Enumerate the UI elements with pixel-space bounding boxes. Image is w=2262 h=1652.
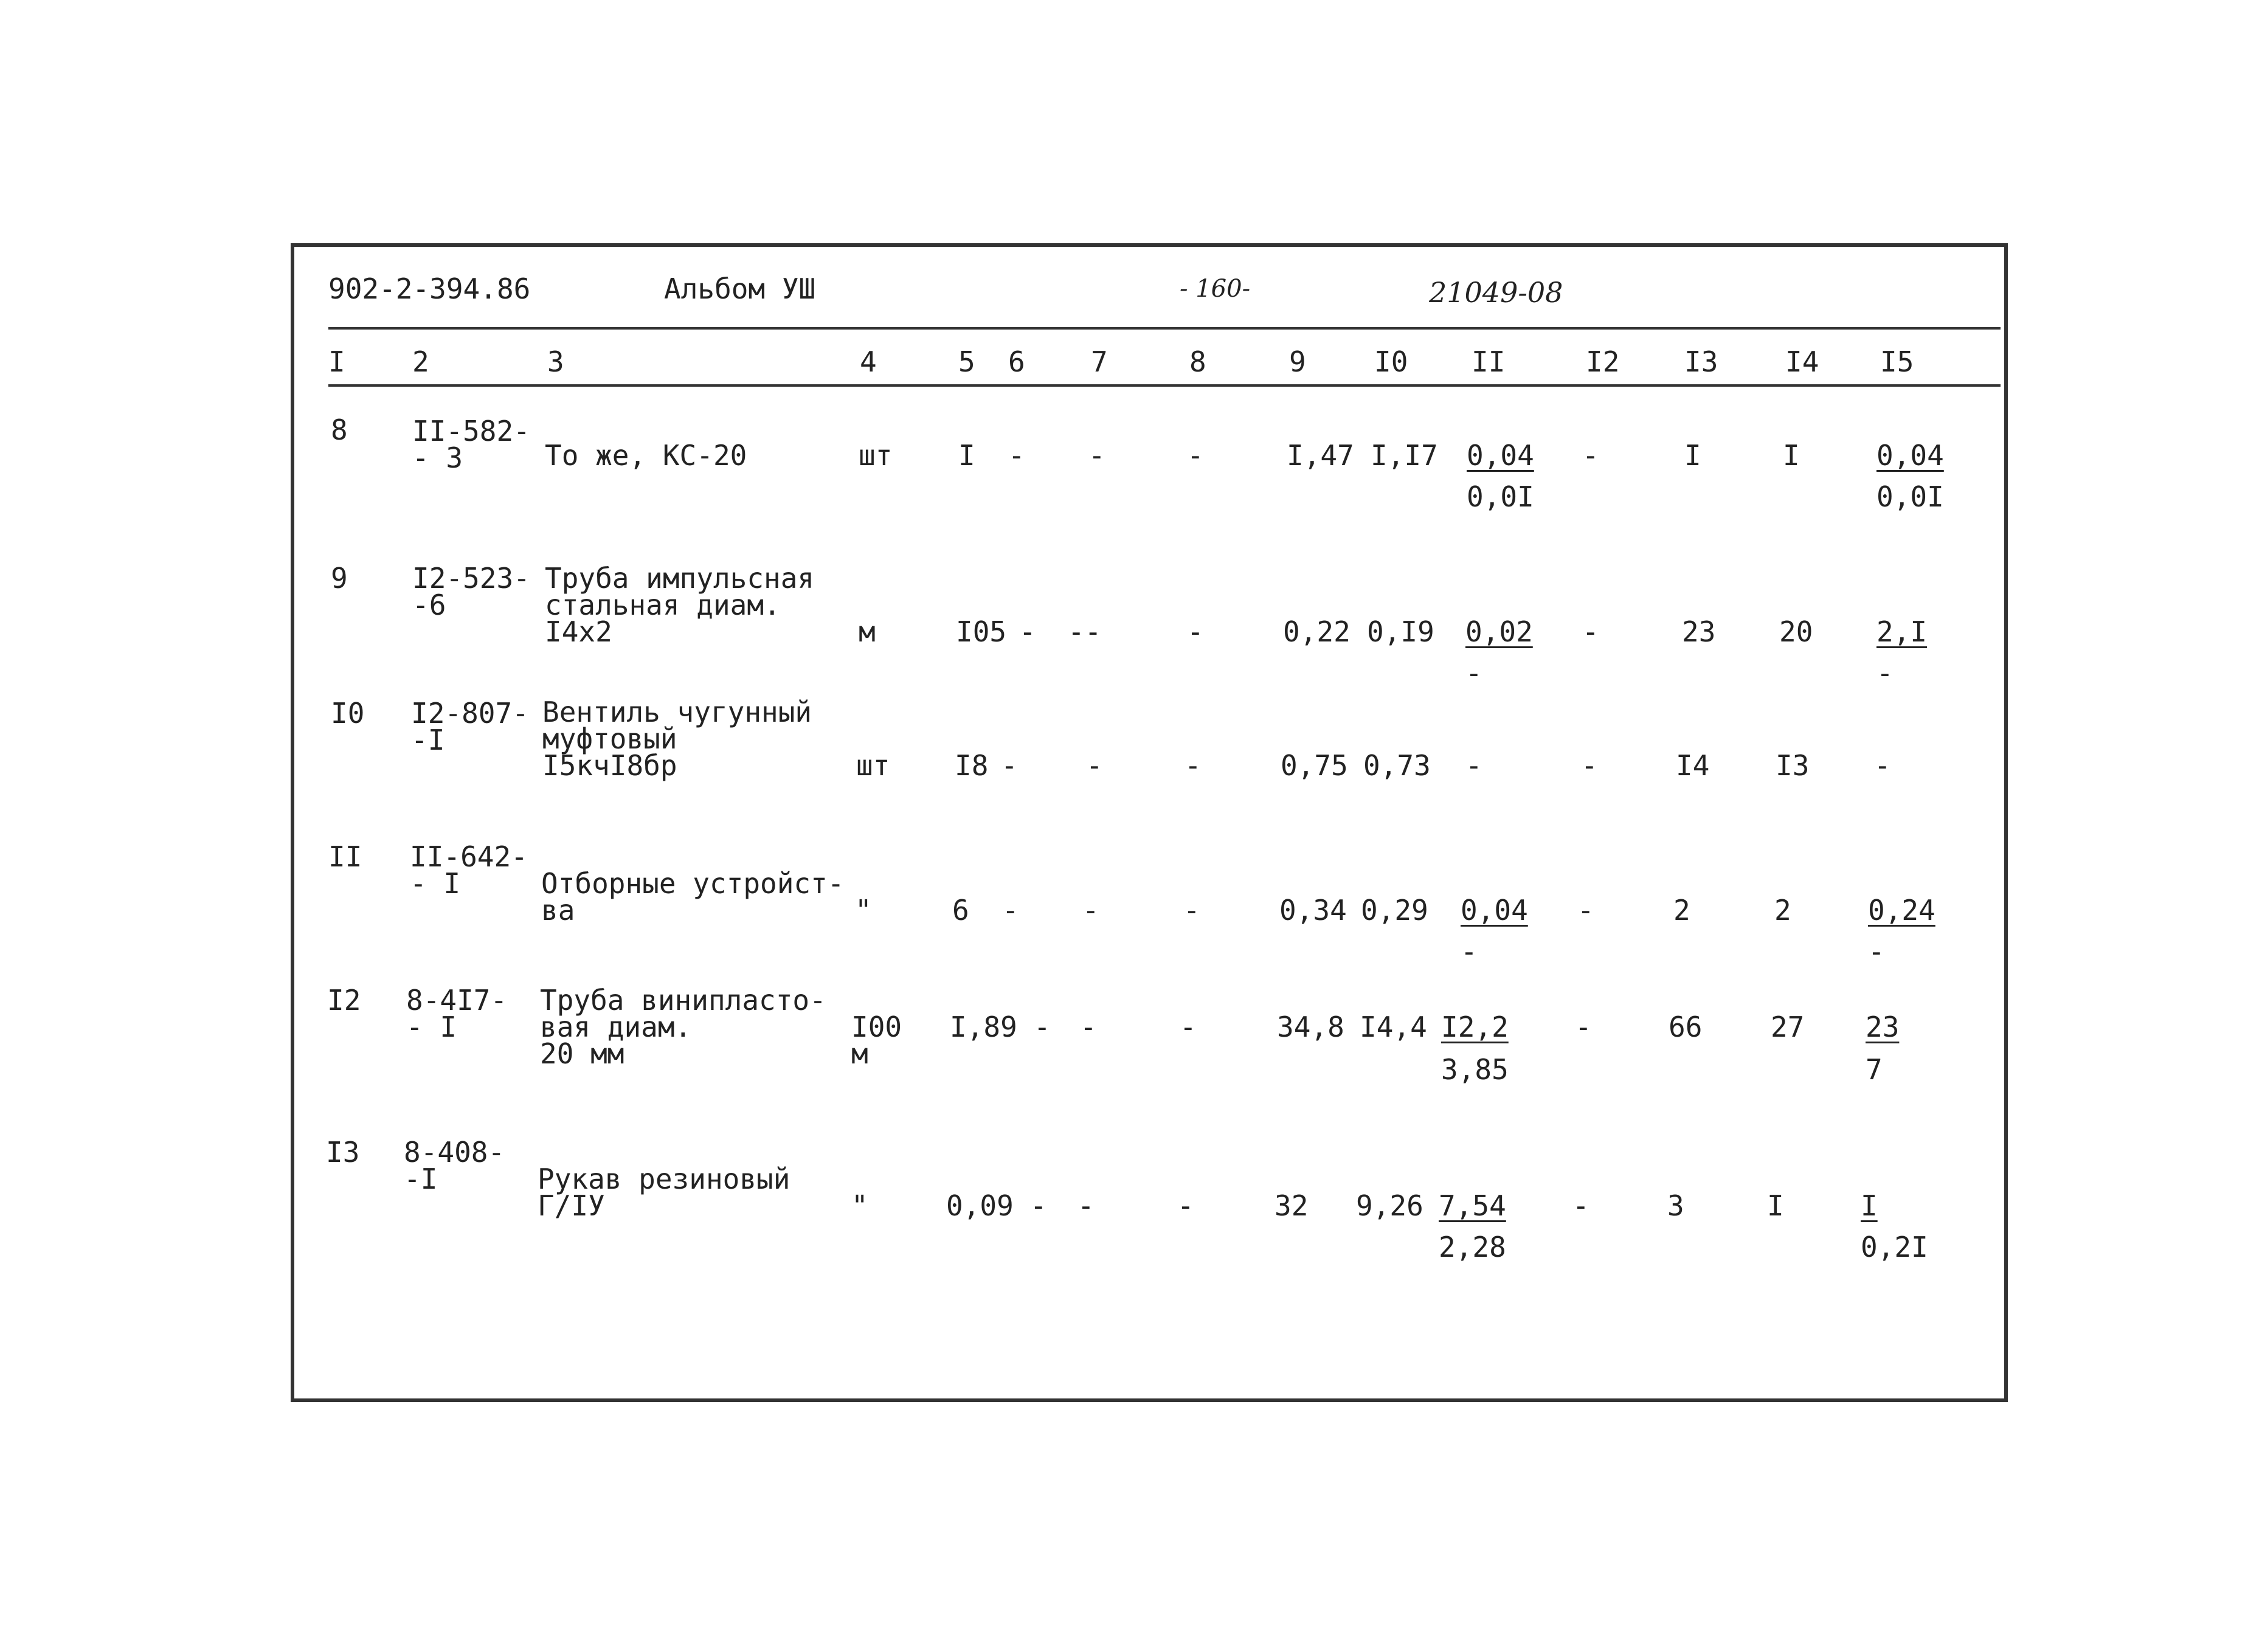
row-col14: 20 — [1779, 615, 1813, 648]
row-col13: 2 — [1673, 894, 1690, 927]
row-name-line: I5кчI8бр — [542, 749, 677, 782]
row-col10: 0,73 — [1363, 749, 1431, 782]
row-col8: - — [1187, 439, 1204, 472]
col-header-11: II — [1472, 345, 1506, 378]
col-header-12: I2 — [1586, 345, 1620, 378]
row-col15-bottom: 0,2I — [1861, 1231, 1928, 1263]
row-col15-bottom: - — [1876, 657, 1894, 689]
row-col8: - — [1180, 1011, 1197, 1043]
row-col11-bottom: - — [1465, 657, 1482, 689]
row-col9: 34,8 — [1277, 1011, 1344, 1043]
col-header-2: 2 — [412, 345, 429, 378]
row-unit: " — [855, 894, 872, 927]
page-number: - 160- — [1180, 275, 1251, 303]
row-col11-top: 0,02 — [1465, 615, 1533, 648]
row-col14: I — [1767, 1189, 1784, 1222]
row-name-line: Г/IУ — [538, 1189, 605, 1222]
row-number: I2 — [327, 984, 361, 1017]
row-unit-line2: м — [851, 1037, 868, 1070]
row-col5: I8 — [955, 749, 989, 782]
row-col13: 23 — [1682, 615, 1716, 648]
table-frame — [291, 243, 2008, 1402]
row-col6: - — [1001, 749, 1018, 782]
row-name-line: 20 мм — [540, 1037, 624, 1070]
row-name-line: ва — [541, 894, 575, 927]
row-col5: 6 — [952, 894, 969, 927]
row-col7: -- — [1068, 615, 1102, 648]
col-header-1: I — [328, 345, 345, 378]
row-col12: - — [1582, 439, 1599, 472]
row-col6: - — [1008, 439, 1025, 472]
row-col8: - — [1183, 894, 1200, 927]
row-col15-top: I — [1861, 1189, 1878, 1222]
row-col15-bottom: - — [1868, 935, 1885, 968]
row-col6: - — [1030, 1189, 1047, 1222]
row-name-line: стальная диам. — [545, 589, 781, 621]
row-code-line2: - I — [410, 867, 461, 900]
col-header-10: I0 — [1374, 345, 1408, 378]
row-col11-bottom: 3,85 — [1441, 1053, 1509, 1086]
row-col7: - — [1080, 1011, 1097, 1043]
col-header-15: I5 — [1880, 345, 1914, 378]
row-col11-top: I2,2 — [1441, 1011, 1509, 1043]
inventory-number: 21049-08 — [1429, 276, 1563, 309]
row-col14: 27 — [1771, 1011, 1805, 1043]
col-header-4: 4 — [860, 345, 877, 378]
row-col5: I,89 — [950, 1011, 1017, 1043]
row-col8: - — [1187, 615, 1204, 648]
row-col15-top: 0,04 — [1876, 439, 1944, 472]
col-header-3: 3 — [547, 345, 564, 378]
row-code-line2: -6 — [412, 589, 446, 621]
row-col13: 66 — [1669, 1011, 1703, 1043]
row-code-line2: - 3 — [412, 441, 463, 474]
row-col6: - — [1019, 615, 1036, 648]
row-col15-top: 2,I — [1876, 615, 1928, 648]
row-col12: - — [1582, 615, 1599, 648]
col-header-5: 5 — [958, 345, 975, 378]
row-name-line: То же, КС-20 — [545, 439, 747, 472]
row-col15-top: 0,24 — [1868, 894, 1935, 927]
row-name-line: муфтовый — [542, 722, 677, 755]
col-header-6: 6 — [1008, 345, 1025, 378]
row-col11: - — [1465, 749, 1482, 782]
row-col10: I4,4 — [1360, 1011, 1427, 1043]
row-unit: м — [859, 615, 876, 648]
row-col12: - — [1581, 749, 1598, 782]
row-col12: - — [1577, 894, 1594, 927]
row-unit: I00 — [851, 1011, 902, 1043]
album-label: Альбом УШ — [664, 272, 816, 305]
row-col11-top: 0,04 — [1461, 894, 1528, 927]
row-col9: I,47 — [1287, 439, 1354, 472]
row-col12: - — [1575, 1011, 1592, 1043]
row-unit: шт — [856, 749, 890, 782]
row-col5: I — [958, 439, 975, 472]
row-col15-bottom: 7 — [1866, 1053, 1883, 1086]
row-code-line1: I2-807- — [411, 697, 529, 730]
row-col6: - — [1002, 894, 1019, 927]
column-header-rule — [328, 384, 2001, 387]
row-col9: 0,22 — [1283, 615, 1351, 648]
row-col13: I4 — [1676, 749, 1710, 782]
row-col14: I — [1783, 439, 1800, 472]
row-col14: 2 — [1774, 894, 1791, 927]
row-col9: 32 — [1275, 1189, 1309, 1222]
row-name-line: вая диам. — [540, 1011, 692, 1043]
col-header-13: I3 — [1684, 345, 1718, 378]
row-col14: I3 — [1776, 749, 1810, 782]
col-header-14: I4 — [1785, 345, 1819, 378]
row-number: 9 — [331, 562, 348, 595]
row-col13: I — [1684, 439, 1701, 472]
row-col7: - — [1088, 439, 1105, 472]
row-col11-bottom: 0,0I — [1467, 480, 1534, 513]
col-header-8: 8 — [1189, 345, 1206, 378]
row-col7: - — [1077, 1189, 1095, 1222]
row-col15-bottom: 0,0I — [1876, 480, 1944, 513]
row-col10: 9,26 — [1356, 1189, 1423, 1222]
doc-code: 902-2-394.86 — [328, 272, 531, 305]
row-col9: 0,75 — [1281, 749, 1348, 782]
row-col10: 0,29 — [1361, 894, 1428, 927]
row-code-line1: I2-523- — [412, 562, 530, 595]
row-name-line: Отборные устройст- — [541, 867, 845, 900]
row-code-line2: -I — [411, 724, 445, 756]
row-col11-top: 0,04 — [1467, 439, 1534, 472]
col-header-7: 7 — [1091, 345, 1108, 378]
row-code-line1: II-642- — [410, 840, 528, 873]
row-number: II — [328, 840, 362, 873]
row-name-line: Вентиль чугунный — [542, 696, 812, 728]
row-col6: - — [1034, 1011, 1051, 1043]
row-col11-bottom: - — [1461, 935, 1478, 968]
row-code-line2: -I — [404, 1163, 438, 1195]
row-col7: - — [1082, 894, 1099, 927]
row-col7: - — [1086, 749, 1103, 782]
row-col11-bottom: 2,28 — [1439, 1231, 1506, 1263]
row-col5: I05 — [956, 615, 1007, 648]
row-number: I3 — [326, 1136, 360, 1169]
row-col10: 0,I9 — [1367, 615, 1434, 648]
row-code-line2: - I — [406, 1011, 457, 1043]
row-col15: - — [1874, 749, 1891, 782]
row-col12: - — [1572, 1189, 1589, 1222]
row-col9: 0,34 — [1279, 894, 1347, 927]
row-col8: - — [1185, 749, 1202, 782]
header-rule — [328, 327, 2001, 330]
row-name-line: I4x2 — [545, 615, 612, 648]
row-col5: 0,09 — [946, 1189, 1014, 1222]
col-header-9: 9 — [1289, 345, 1306, 378]
row-col15-top: 23 — [1866, 1011, 1900, 1043]
row-col13: 3 — [1667, 1189, 1684, 1222]
row-col11-top: 7,54 — [1439, 1189, 1506, 1222]
row-code-line1: 8-408- — [404, 1136, 505, 1169]
row-number: 8 — [331, 413, 348, 446]
row-unit: " — [851, 1189, 868, 1222]
row-name-line: Труба винипласто- — [540, 984, 826, 1017]
row-unit: шт — [859, 439, 893, 472]
row-code-line1: 8-4I7- — [406, 984, 508, 1017]
row-col10: I,I7 — [1371, 439, 1438, 472]
row-col8: - — [1177, 1189, 1194, 1222]
row-number: I0 — [331, 697, 365, 730]
row-name-line: Труба импульсная — [545, 562, 815, 595]
row-name-line: Рукав резиновый — [538, 1163, 790, 1195]
row-code-line1: II-582- — [412, 415, 530, 448]
